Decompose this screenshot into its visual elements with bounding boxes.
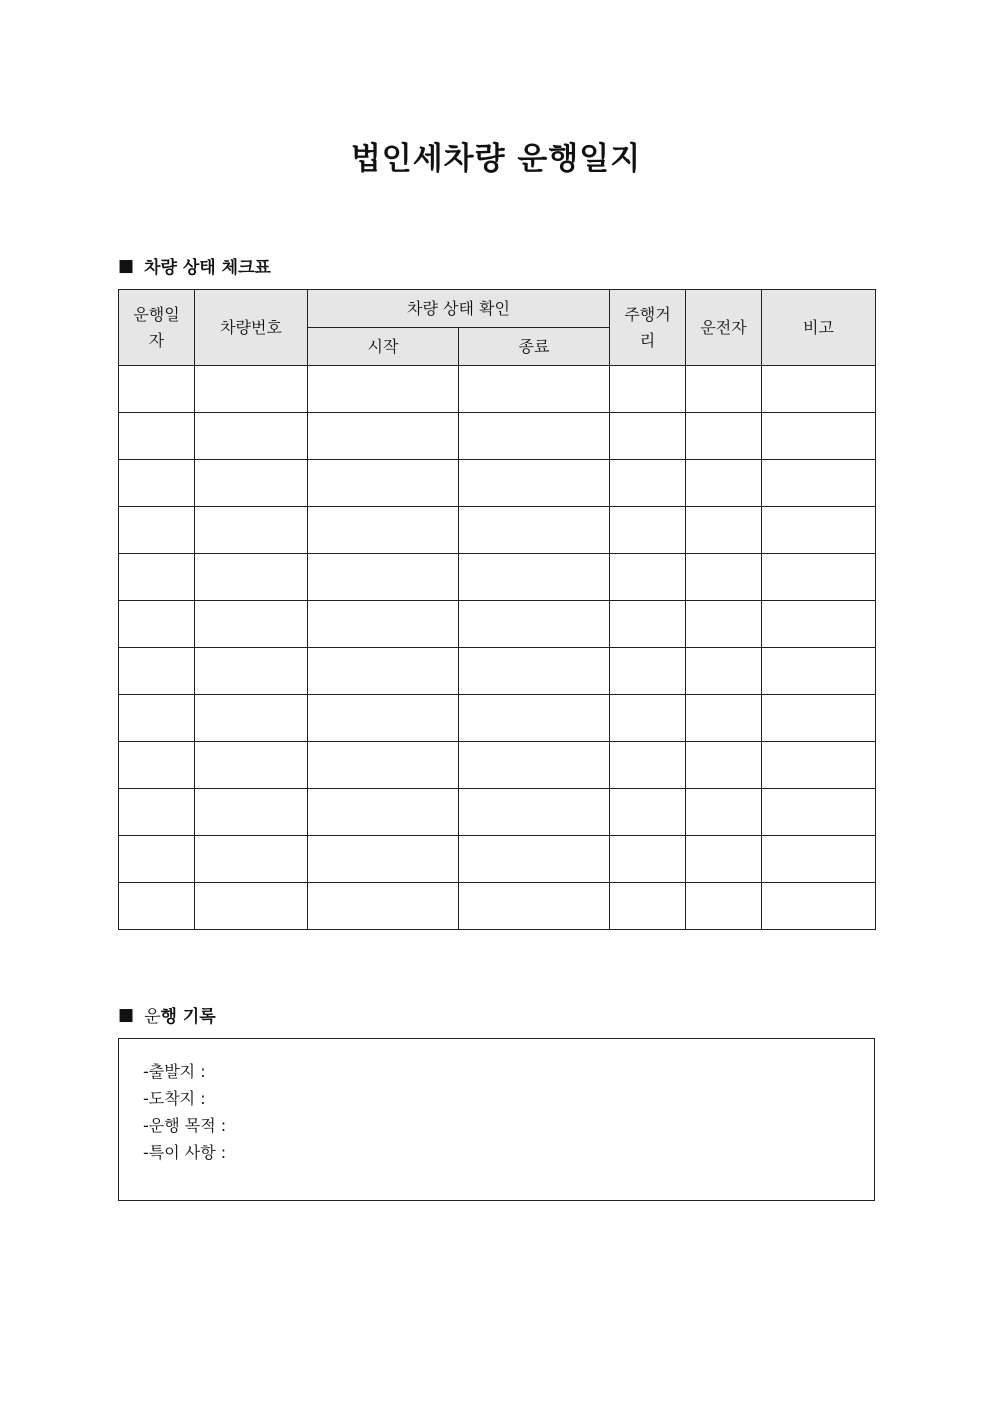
cell-driver[interactable] — [686, 366, 762, 413]
cell-car-number[interactable] — [195, 695, 308, 742]
section-label-part: 행 기록 — [160, 1007, 216, 1027]
section-label: 차량 상태 체크표 — [144, 258, 271, 278]
cell-car-number[interactable] — [195, 460, 308, 507]
cell-note[interactable] — [762, 507, 876, 554]
cell-note[interactable] — [762, 695, 876, 742]
cell-date[interactable] — [119, 554, 195, 601]
cell-distance[interactable] — [610, 648, 686, 695]
cell-date[interactable] — [119, 366, 195, 413]
cell-driver[interactable] — [686, 883, 762, 930]
cell-end[interactable] — [459, 413, 610, 460]
record-line-purpose: -운행 목적 : — [143, 1116, 227, 1135]
cell-date[interactable] — [119, 883, 195, 930]
table-row — [119, 507, 876, 554]
cell-end[interactable] — [459, 836, 610, 883]
cell-start[interactable] — [308, 460, 459, 507]
cell-note[interactable] — [762, 601, 876, 648]
header-date: 운행일 자 — [119, 290, 195, 366]
header-end: 종료 — [459, 328, 610, 366]
cell-note[interactable] — [762, 789, 876, 836]
cell-distance[interactable] — [610, 883, 686, 930]
table-row — [119, 460, 876, 507]
cell-distance[interactable] — [610, 413, 686, 460]
cell-distance[interactable] — [610, 742, 686, 789]
record-line-departure: -출발지 : — [143, 1062, 206, 1081]
table-row — [119, 601, 876, 648]
cell-distance[interactable] — [610, 366, 686, 413]
cell-car-number[interactable] — [195, 836, 308, 883]
section-heading-record — [118, 1002, 216, 1027]
cell-car-number[interactable] — [195, 742, 308, 789]
cell-end[interactable] — [459, 883, 610, 930]
cell-driver[interactable] — [686, 695, 762, 742]
cell-note[interactable] — [762, 648, 876, 695]
cell-start[interactable] — [308, 413, 459, 460]
cell-end[interactable] — [459, 789, 610, 836]
table-row — [119, 366, 876, 413]
table-row — [119, 554, 876, 601]
cell-note[interactable] — [762, 883, 876, 930]
header-note: 비고 — [762, 290, 876, 366]
header-driver: 운전자 — [686, 290, 762, 366]
cell-start[interactable] — [308, 789, 459, 836]
cell-note[interactable] — [762, 554, 876, 601]
cell-end[interactable] — [459, 695, 610, 742]
cell-driver[interactable] — [686, 507, 762, 554]
cell-driver[interactable] — [686, 836, 762, 883]
cell-end[interactable] — [459, 366, 610, 413]
section-label-part: 운 — [144, 1007, 161, 1027]
page-title: 법인세차량 운행일지 — [350, 141, 642, 177]
cell-start[interactable] — [308, 695, 459, 742]
cell-end[interactable] — [459, 460, 610, 507]
record-line-arrival: -도착지 : — [143, 1089, 206, 1108]
cell-date[interactable] — [119, 695, 195, 742]
cell-date[interactable] — [119, 836, 195, 883]
cell-note[interactable] — [762, 366, 876, 413]
table-row — [119, 648, 876, 695]
cell-end[interactable] — [459, 742, 610, 789]
cell-car-number[interactable] — [195, 789, 308, 836]
header-status-check: 차량 상태 확인 — [308, 290, 610, 328]
cell-start[interactable] — [308, 648, 459, 695]
table-body — [119, 366, 876, 930]
square-bullet-icon: ■ — [118, 1004, 135, 1025]
cell-car-number[interactable] — [195, 507, 308, 554]
cell-end[interactable] — [459, 601, 610, 648]
cell-car-number[interactable] — [195, 366, 308, 413]
cell-note[interactable] — [762, 460, 876, 507]
cell-date[interactable] — [119, 507, 195, 554]
cell-end[interactable] — [459, 507, 610, 554]
cell-car-number[interactable] — [195, 554, 308, 601]
table-row — [119, 742, 876, 789]
cell-distance[interactable] — [610, 554, 686, 601]
table-row — [119, 695, 876, 742]
header-distance: 주행거 리 — [610, 290, 686, 366]
cell-distance[interactable] — [610, 460, 686, 507]
square-bullet-icon: ■ — [118, 255, 135, 276]
record-box — [118, 1038, 875, 1201]
cell-driver[interactable] — [686, 601, 762, 648]
cell-start[interactable] — [308, 836, 459, 883]
cell-date[interactable] — [119, 789, 195, 836]
cell-date[interactable] — [119, 648, 195, 695]
cell-start[interactable] — [308, 742, 459, 789]
cell-driver[interactable] — [686, 789, 762, 836]
table-row — [119, 836, 876, 883]
cell-car-number[interactable] — [195, 413, 308, 460]
cell-distance[interactable] — [610, 601, 686, 648]
table-row — [119, 883, 876, 930]
table-row — [119, 413, 876, 460]
section-heading-vehicle-check — [118, 253, 271, 278]
cell-distance[interactable] — [610, 507, 686, 554]
cell-distance[interactable] — [610, 836, 686, 883]
cell-driver[interactable] — [686, 554, 762, 601]
cell-end[interactable] — [459, 648, 610, 695]
vehicle-log-table — [118, 289, 876, 930]
table-row — [119, 789, 876, 836]
cell-start[interactable] — [308, 366, 459, 413]
cell-note[interactable] — [762, 413, 876, 460]
cell-start[interactable] — [308, 883, 459, 930]
cell-date[interactable] — [119, 413, 195, 460]
header-start: 시작 — [308, 328, 459, 366]
cell-driver[interactable] — [686, 413, 762, 460]
cell-car-number[interactable] — [195, 883, 308, 930]
cell-driver[interactable] — [686, 648, 762, 695]
cell-start[interactable] — [308, 601, 459, 648]
cell-distance[interactable] — [610, 695, 686, 742]
cell-end[interactable] — [459, 554, 610, 601]
cell-car-number[interactable] — [195, 601, 308, 648]
cell-date[interactable] — [119, 601, 195, 648]
cell-driver[interactable] — [686, 742, 762, 789]
record-line-remarks: -특이 사항 : — [143, 1143, 227, 1162]
cell-date[interactable] — [119, 742, 195, 789]
cell-driver[interactable] — [686, 460, 762, 507]
cell-distance[interactable] — [610, 789, 686, 836]
cell-date[interactable] — [119, 460, 195, 507]
cell-start[interactable] — [308, 507, 459, 554]
header-car-number: 차량번호 — [195, 290, 308, 366]
cell-car-number[interactable] — [195, 648, 308, 695]
cell-start[interactable] — [308, 554, 459, 601]
cell-note[interactable] — [762, 836, 876, 883]
cell-note[interactable] — [762, 742, 876, 789]
